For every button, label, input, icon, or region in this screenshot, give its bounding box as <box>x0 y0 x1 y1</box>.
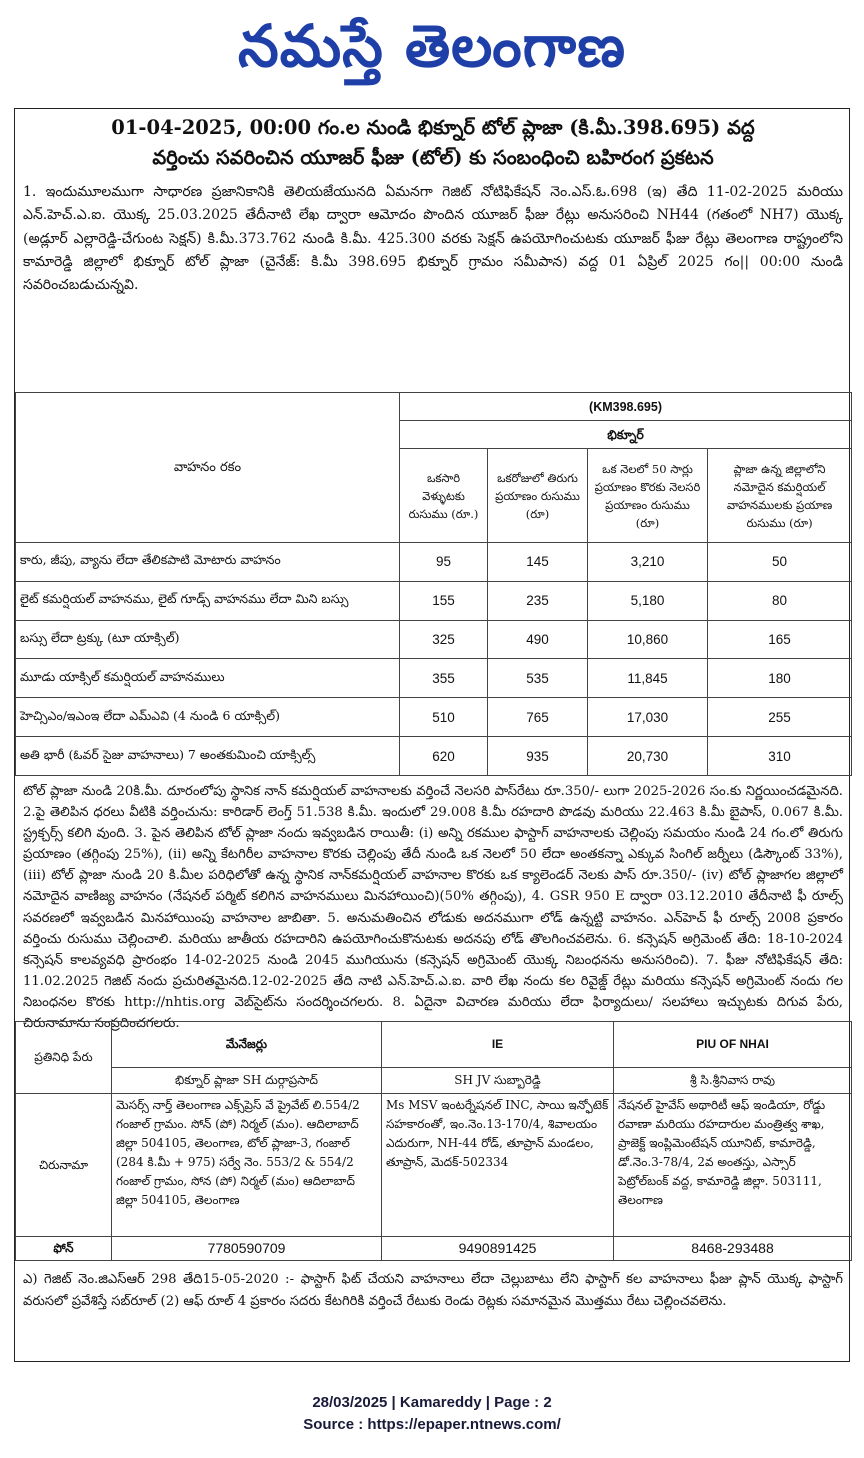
role-managers: మేనేజర్లు <box>112 1022 382 1068</box>
title-line-1: 01-04-2025, 00:00 గం.ల నుండి భిక్నూర్ టోల్ ప్లాజా (కి.మీ.398.695) వద్ద <box>111 116 755 139</box>
plaza-name-header: భిక్నూర్ <box>400 421 852 449</box>
address-ie: Ms MSV ఇంటర్నేషనల్ INC, సాయి ఇన్ఫోటెక్ సహకారంతో, ఇం.నెం.13-170/4, శివాలయం ఎదురుగా, NH-44 రోడ్, తూప్రాన్ మండలం, తూప్రాన్, మెదక్-502334 <box>382 1094 614 1237</box>
fee-return: 935 <box>488 737 588 776</box>
vehicle-type: హెచ్సిఎం/ఇఎంఇ లేదా ఎమ్ఎవి (4 నుండి 6 యాక్సిల్) <box>16 698 400 737</box>
col-header-local: ప్లాజా ఉన్న జిల్లాలోని నమోదైన కమర్షియల్ వాహనములకు ప్రయాణ రుసుము (రూ) <box>708 449 852 543</box>
fee-local: 165 <box>708 620 852 659</box>
footer-source: Source : https://epaper.ntnews.com/ <box>303 1416 561 1433</box>
fee-single: 510 <box>400 698 488 737</box>
table-row <box>16 581 852 620</box>
fee-monthly: 5,180 <box>588 581 708 620</box>
address-piu: నేషనల్ హైవేస్ అథారిటీ ఆఫ్ ఇండియా, రోడ్డు రవాణా మరియు రహదారుల మంత్రిత్వ శాఖ, ప్రాజెక్ట్ ఇంప్లిమెంటేషన్ యూనిట్, కామారెడ్డి, డో.నెం.3-78/4, 2వ అంతస్తు, ఎస్సార్ పెట్రోల్‌బంక్ వద్ద, కామారెడ్డి జిల్లా. 503111, తెలంగాణ <box>614 1094 852 1237</box>
notice-paragraph-3: ఎ) గెజిట్ నెం.జిఎస్ఆర్ 298 తేది15-05-2020 :- ఫాస్టాగ్ ఫిట్ చేయని వాహనాలు లేదా చెల్లుబాటు లేని ఫాస్టాగ్ కల వాహనాలు ఫీజు ప్లాన్ యొక్క ఫాస్టాగ్ వరుసలో ప్రవేశిస్తే సబ్‌రూల్ (2) ఆఫ్ రూల్ 4 ప్రకారం సదరు కేటగిరికి వర్తించే రేటుకు రెండు రెట్లకు సమానమైన మొత్తము రేటు చెల్లించవలెను. <box>23 1272 843 1309</box>
contacts-table <box>15 1021 851 1261</box>
title-line-2: వర్తించు సవరించిన యూజర్ ఫీజు (టోల్) కు సంబంధించి బహిరంగ ప్రకటన <box>152 146 714 169</box>
fee-single: 155 <box>400 581 488 620</box>
fee-local: 180 <box>708 659 852 698</box>
vehicle-type: మూడు యాక్సిల్ కమర్షియల్ వాహనములు <box>16 659 400 698</box>
toll-fee-table <box>15 392 851 776</box>
public-notice <box>14 108 850 1362</box>
phone-managers: 7780590709 <box>112 1237 382 1261</box>
table-row <box>16 698 852 737</box>
rep-name-piu: శ్రీ సి.శ్రీనివాస రావు <box>614 1068 852 1094</box>
fee-single: 355 <box>400 659 488 698</box>
rep-name-ie: SH JV సుబ్బారెడ్డి <box>382 1068 614 1094</box>
fee-local: 50 <box>708 543 852 582</box>
newspaper-masthead <box>0 0 864 100</box>
rep-name-label: ప్రతినిధి పేరు <box>16 1022 112 1094</box>
vehicle-type: లైట్ కమర్షియల్ వాహనము, లైట్ గూడ్స్ వాహనము లేదా మిని బస్సు <box>16 581 400 620</box>
notice-paragraph-1: 1. ఇందుమూలముగా సాధారణ ప్రజానికానికి తెలియజేయునది ఏమనగా గెజిట్ నోటిఫికేషన్ నెం.ఎస్.ఓ.698 (ఇ) తేది 11-02-2025 మరియు ఎన్.హెచ్.ఎ.ఐ. యొక్క 25.03.2025 తేదీనాటి లేఖ ద్వారా ఆమోదం పొందిన యూజర్ ఫీజు రేట్లు అనుసరించి NH44 (గతంలో NH7) యొక్క (అడ్లూర్ ఎల్లారెడ్డి-చేగుంట సెక్షన్) కి.మీ.373.762 నుండి కి.మీ. 425.300 వరకు సెక్షన్ ఉపయోగించుటకు యూజర్ ఫీజు రేట్లు తెలంగాణ రాష్ట్రంలోని కామారెడ్డి జిల్లాలో భిక్నూర్ టోల్ ప్లాజా (చైనేజ్: కి.మీ 398.695 భిక్నూర్ గ్రామం సమీపాన) వద్ద 01 ఏప్రిల్ 2025 గం|| 00:00 నుండి సవరించబడుచున్నవి. <box>23 184 843 294</box>
col-header-single: ఒకసారి వెళ్ళుటకు రుసుము (రూ.) <box>400 449 488 543</box>
fee-local: 310 <box>708 737 852 776</box>
notice-title <box>15 113 851 173</box>
fee-local: 255 <box>708 698 852 737</box>
rep-name-managers: భిక్నూర్ ప్లాజా SH దుర్గాప్రసాద్ <box>112 1068 382 1094</box>
role-ie: IE <box>382 1022 614 1068</box>
fee-single: 620 <box>400 737 488 776</box>
fee-single: 325 <box>400 620 488 659</box>
table-row <box>16 737 852 776</box>
table-row <box>16 659 852 698</box>
km-header: (KM398.695) <box>400 393 852 421</box>
col-header-return: ఒకరోజులో తిరుగు ప్రయాణం రుసుము (రూ) <box>488 449 588 543</box>
fee-monthly: 20,730 <box>588 737 708 776</box>
fee-local: 80 <box>708 581 852 620</box>
role-piu: PIU OF NHAI <box>614 1022 852 1068</box>
vehicle-type: బస్సు లేదా ట్రక్కు (టూ యాక్సిల్) <box>16 620 400 659</box>
fee-monthly: 10,860 <box>588 620 708 659</box>
fee-return: 535 <box>488 659 588 698</box>
page-footer <box>0 1392 864 1436</box>
table-row <box>16 620 852 659</box>
fee-single: 95 <box>400 543 488 582</box>
address-label: చిరునామా <box>16 1094 112 1237</box>
fee-return: 145 <box>488 543 588 582</box>
fee-return: 490 <box>488 620 588 659</box>
vehicle-type-header: వాహనం రకం <box>16 393 400 543</box>
notice-paragraph-2: టోల్ ప్లాజా నుండి 20కి.మీ. దూరంలోపు స్థానిక నాన్ కమర్షియల్ వాహనాలకు వర్తించే నెలసరి పాస్‌రేటు రూ.350/- లుగా 2025-2026 సం.కు నిర్ణయించడమైనది. 2.పై తెలిపిన ధరలు వీటికి వర్తించును: కారిడార్ లెంగ్త్ 51.538 కి.మీ. ఇందులో 29.008 కి.మీ రహదారి పొడవు మరియు 22.463 కి.మీ బైపాస్, 0.067 కి.మీ. స్ట్రక్చర్స్ కలిగి వుంది. 3. పైన తెలిపిన టోల్ ప్లాజా నందు ఇవ్వబడిన రాయితీ: (i) అన్ని రకముల ఫాస్టాగ్ వాహనాలకు చెల్లింపు సమయం నుండి 24 గం.లో తిరుగు ప్రయాణం (తగ్గింపు 25%), (ii) అన్ని కేటగిరీల వాహనాల కొరకు చెల్లింపు తేదీ నుండి ఒక నెలలో 50 లేదా అంతకన్నా ఎక్కువ సింగిల్ జర్నీలు (డిస్కౌంట్ 33%), (iii) టోల్ ప్లాజా నుండి 20 కి.మీల పరిధిలోతో ఉన్న స్థానిక నాన్‌కమర్షియల్ వాహనాల కొరకు ఒక క్యాలెండర్ నెలకు పాస్ రూ.350/- (iv) టోల్ ప్లాజాగల జిల్లాలో నమోదైన వాణిజ్య వాహనం (నేషనల్ పర్మిట్ కలిగిన వాహనములు మినహాయించి)(50% తగ్గింపు), 4. GSR 950 E ద్వారా 03.12.2010 తేదీనాటి ఫీ రూల్స్ సవరణలో ఇవ్వబడిన మినహాయింపు వాహనాల జాబితా. 5. అనుమతించిన లోడుకు అదనముగా లోడ్ ఉన్నట్టి వాహనం. ఎన్‌హెచ్ ఫీ రూల్స్ 2008 ప్రకారం వర్తించు రుసుము చెల్లించాలి. మరియు జాతీయ రహదారిని ఉపయోగించుకొనుటకు అదనపు లోడ్ తొలగించవలెను. 6. కన్సెషన్ అగ్రిమెంట్ తేది: 18-10-2024 కన్సెషన్ కాలవ్యవధి ప్రారంభం 14-02-2025 నుండి 2045 ముగియును (కన్సెషన్ అగ్రిమెంట్ యొక్క నిబంధనను అనుసరించి). 7. ఫీజు నోటిఫికేషన్ తేది: 11.02.2025 గెజిట్ నందు ప్రచురితమైనది.12-02-2025 తేది నాటి ఎన్.హెచ్.ఎ.ఐ. వారి లేఖ నందు కల రివైజ్డ్ రేట్లు మరియు కన్సెషన్ అగ్రిమెంట్ నందు గల నిబంధనల కొరకు http://nhtis.org వెబ్‌సైట్‌ను సందర్శించగలరు. 8. ఏదైనా విచారణ మరియు లేదా ఫిర్యాదులు/ సలహాలు ఇచ్చుటకు దిగువ పేరు, చిరునామాను సంప్రదించగలరు. <box>23 784 843 1032</box>
masthead-logo: నమస్తే తెలంగాణ <box>238 12 626 80</box>
address-managers: మెసర్స్ నార్త్ తెలంగాణ ఎక్స్‌ప్రెస్ వే ప్రైవేట్ లి.554/2 గంజాల్ గ్రామం. సోన్ (పో) నిర్మల్ (మం). ఆదిలాబాద్ జిల్లా 504105, తెలంగాణ, టోల్ ప్లాజా-3, గంజాల్ (284 కి.మీ + 975) సర్వే నెం. 553/2 & 554/2 గంజాల్ గ్రామం, సోన (పో) నిర్మల్ (మం) ఆదిలాబాద్ జిల్లా 504105, తెలంగాణ <box>112 1094 382 1237</box>
fee-return: 765 <box>488 698 588 737</box>
vehicle-type: కారు, జీపు, వ్యాను లేదా తేలికపాటి మోటారు వాహనం <box>16 543 400 582</box>
fee-return: 235 <box>488 581 588 620</box>
table-row <box>16 543 852 582</box>
phone-piu: 8468-293488 <box>614 1237 852 1261</box>
phone-label: ఫోన్ <box>16 1237 112 1261</box>
phone-ie: 9490891425 <box>382 1237 614 1261</box>
fee-monthly: 3,210 <box>588 543 708 582</box>
fee-monthly: 11,845 <box>588 659 708 698</box>
col-header-monthly: ఒక నెలలో 50 సార్లు ప్రయాణం కొరకు నెలసరి ప్రయాణం రుసుము (రూ) <box>588 449 708 543</box>
footer-date-edition: 28/03/2025 | Kamareddy | Page : 2 <box>312 1394 552 1411</box>
vehicle-type: అతి భారీ (ఓవర్ సైజు వాహనాలు) 7 అంతకుమించి యాక్సిల్స్ <box>16 737 400 776</box>
fee-monthly: 17,030 <box>588 698 708 737</box>
